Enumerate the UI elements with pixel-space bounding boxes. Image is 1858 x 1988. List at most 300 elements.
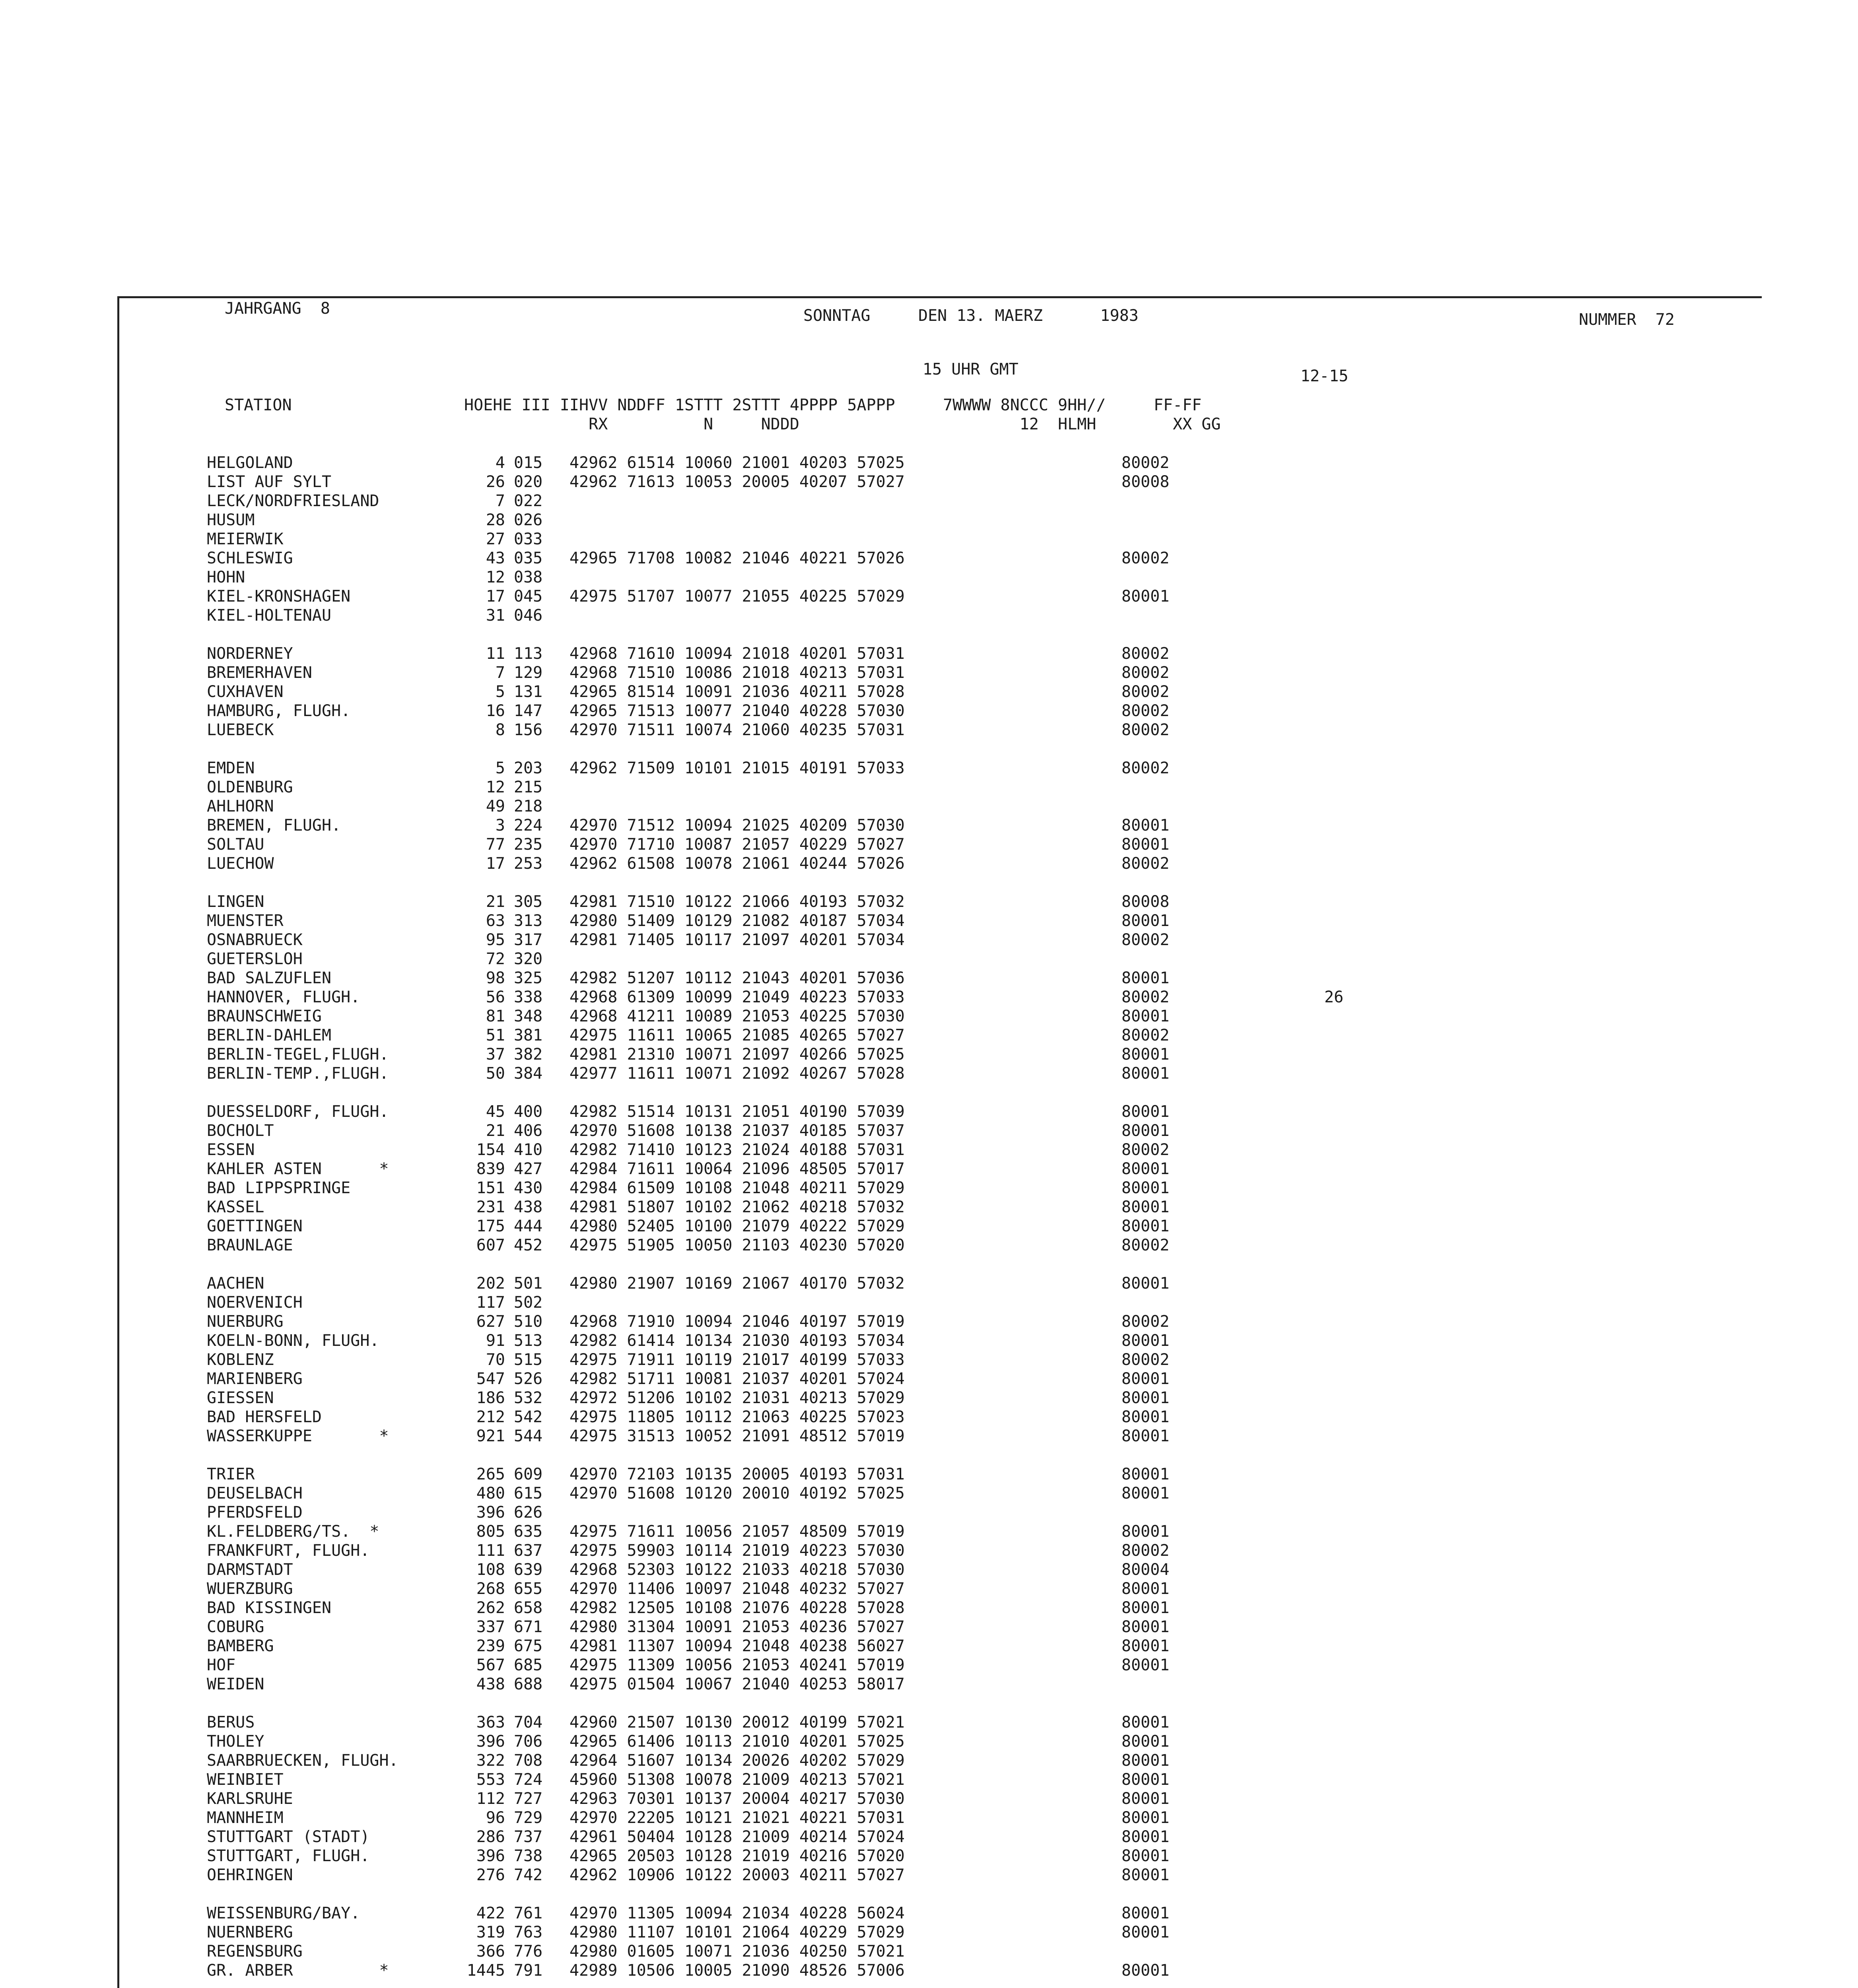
group-8: 80002 bbox=[1121, 664, 1170, 682]
station-index: 637 bbox=[514, 1541, 543, 1560]
station-height: 108 bbox=[476, 1561, 505, 1579]
station-name: REGENSBURG bbox=[207, 1942, 303, 1961]
station-name: HOHN bbox=[207, 568, 245, 586]
station-row bbox=[0, 1350, 1858, 1369]
observation-groups: 42982 51207 10112 21043 40201 57036 bbox=[569, 969, 905, 987]
station-name: LUECHOW bbox=[207, 854, 274, 873]
station-height: 37 bbox=[486, 1045, 505, 1064]
station-index: 348 bbox=[514, 1007, 543, 1025]
station-name: BERLIN-DAHLEM bbox=[207, 1026, 332, 1044]
station-height: 607 bbox=[476, 1236, 505, 1254]
station-row bbox=[0, 1159, 1858, 1178]
observation-groups: 42981 21310 10071 21097 40266 57025 bbox=[569, 1045, 905, 1064]
station-index: 609 bbox=[514, 1465, 543, 1483]
station-height: 547 bbox=[476, 1370, 505, 1388]
station-name: KIEL-HOLTENAU bbox=[207, 606, 332, 625]
station-name: BAMBERG bbox=[207, 1637, 274, 1655]
station-height: 56 bbox=[486, 988, 505, 1006]
station-index: 203 bbox=[514, 759, 543, 777]
station-index: 791 bbox=[514, 1961, 543, 1980]
observation-groups: 42962 71613 10053 20005 40207 57027 bbox=[569, 473, 905, 491]
station-height: 175 bbox=[476, 1217, 505, 1235]
group-8: 80002 bbox=[1121, 988, 1170, 1006]
station-row bbox=[0, 1961, 1858, 1980]
station-name: BERLIN-TEGEL,FLUGH. bbox=[207, 1045, 389, 1064]
observation-groups: 42965 61406 10113 21010 40201 57025 bbox=[569, 1732, 905, 1751]
station-height: 438 bbox=[476, 1675, 505, 1693]
station-index: 542 bbox=[514, 1408, 543, 1426]
station-name: LECK/NORDFRIESLAND bbox=[207, 492, 379, 510]
station-index: 724 bbox=[514, 1771, 543, 1789]
station-name: GUETERSLOH bbox=[207, 950, 303, 968]
station-height: 51 bbox=[486, 1026, 505, 1044]
station-row bbox=[0, 1217, 1858, 1236]
observation-groups: 42980 11107 10101 21064 40229 57029 bbox=[569, 1923, 905, 1941]
group-8: 80001 bbox=[1121, 912, 1170, 930]
station-row bbox=[0, 1789, 1858, 1808]
station-height: 112 bbox=[476, 1790, 505, 1808]
station-height: 8 bbox=[495, 721, 505, 739]
observation-groups: 42980 31304 10091 21053 40236 57027 bbox=[569, 1618, 905, 1636]
station-index: 224 bbox=[514, 816, 543, 835]
group-8: 80001 bbox=[1121, 969, 1170, 987]
group-8: 80001 bbox=[1121, 1961, 1170, 1980]
observation-groups: 42982 51711 10081 21037 40201 57024 bbox=[569, 1370, 905, 1388]
station-row bbox=[0, 606, 1858, 625]
station-name: AHLHORN bbox=[207, 797, 274, 815]
station-height: 17 bbox=[486, 854, 505, 873]
station-name: NUERBURG bbox=[207, 1312, 284, 1331]
station-height: 396 bbox=[476, 1847, 505, 1865]
station-name: WEISSENBURG/BAY. bbox=[207, 1904, 360, 1922]
station-name: MEIERWIK bbox=[207, 530, 284, 548]
station-height: 268 bbox=[476, 1580, 505, 1598]
station-name: MUENSTER bbox=[207, 912, 284, 930]
station-height: 28 bbox=[486, 511, 505, 529]
observation-groups: 42981 71405 10117 21097 40201 57034 bbox=[569, 931, 905, 949]
group-8: 80001 bbox=[1121, 1656, 1170, 1674]
station-index: 776 bbox=[514, 1942, 543, 1961]
group-8: 80002 bbox=[1121, 702, 1170, 720]
station-row bbox=[0, 491, 1858, 511]
station-row bbox=[0, 1541, 1858, 1560]
observation-groups: 45960 51308 10078 21009 40213 57021 bbox=[569, 1771, 905, 1789]
station-height: 117 bbox=[476, 1293, 505, 1312]
station-name: GOETTINGEN bbox=[207, 1217, 303, 1235]
station-name: PFERDSFELD bbox=[207, 1503, 303, 1522]
station-index: 020 bbox=[514, 473, 543, 491]
station-index: 727 bbox=[514, 1790, 543, 1808]
observation-groups: 42965 81514 10091 21036 40211 57028 bbox=[569, 683, 905, 701]
station-name: GIESSEN bbox=[207, 1389, 274, 1407]
group-8: 80004 bbox=[1121, 1561, 1170, 1579]
observation-groups: 42975 11805 10112 21063 40225 57023 bbox=[569, 1408, 905, 1426]
station-row bbox=[0, 511, 1858, 530]
station-row bbox=[0, 1503, 1858, 1522]
group-8: 80001 bbox=[1121, 1103, 1170, 1121]
station-name: BAD SALZUFLEN bbox=[207, 969, 332, 987]
station-height: 265 bbox=[476, 1465, 505, 1483]
station-height: 17 bbox=[486, 587, 505, 606]
station-height: 422 bbox=[476, 1904, 505, 1922]
station-index: 022 bbox=[514, 492, 543, 510]
observation-groups: 42962 61514 10060 21001 40203 57025 bbox=[569, 454, 905, 472]
station-height: 627 bbox=[476, 1312, 505, 1331]
station-height: 11 bbox=[486, 645, 505, 663]
observation-time: 15 UHR GMT bbox=[923, 360, 1018, 379]
station-row bbox=[0, 1617, 1858, 1637]
station-row bbox=[0, 949, 1858, 969]
station-index: 147 bbox=[514, 702, 543, 720]
station-row bbox=[0, 1866, 1858, 1885]
station-index: 035 bbox=[514, 549, 543, 567]
station-row bbox=[0, 549, 1858, 568]
station-index: 513 bbox=[514, 1332, 543, 1350]
station-height: 21 bbox=[486, 1122, 505, 1140]
station-row bbox=[0, 892, 1858, 911]
station-name: HANNOVER, FLUGH. bbox=[207, 988, 360, 1006]
station-name: SAARBRUECKEN, FLUGH. bbox=[207, 1751, 398, 1770]
group-8: 80001 bbox=[1121, 1618, 1170, 1636]
station-index: 704 bbox=[514, 1713, 543, 1732]
station-height: 77 bbox=[486, 835, 505, 854]
station-index: 635 bbox=[514, 1522, 543, 1541]
observation-groups: 42968 71910 10094 21046 40197 57019 bbox=[569, 1312, 905, 1331]
station-name: BRAUNLAGE bbox=[207, 1236, 293, 1254]
observation-groups: 42981 51807 10102 21062 40218 57032 bbox=[569, 1198, 905, 1216]
station-name: FRANKFURT, FLUGH. bbox=[207, 1541, 370, 1560]
station-name: SOLTAU bbox=[207, 835, 264, 854]
station-row bbox=[0, 988, 1858, 1007]
station-height: 63 bbox=[486, 912, 505, 930]
station-row bbox=[0, 1293, 1858, 1312]
group-8: 80001 bbox=[1121, 1580, 1170, 1598]
observation-groups: 42975 01504 10067 21040 40253 58017 bbox=[569, 1675, 905, 1693]
station-name: BERLIN-TEMP.,FLUGH. bbox=[207, 1064, 389, 1083]
station-height: 7 bbox=[495, 664, 505, 682]
observation-groups: 42980 51409 10129 21082 40187 57034 bbox=[569, 912, 905, 930]
station-row bbox=[0, 568, 1858, 587]
station-height: 95 bbox=[486, 931, 505, 949]
station-height: 27 bbox=[486, 530, 505, 548]
station-row bbox=[0, 1656, 1858, 1675]
group-8: 80001 bbox=[1121, 1790, 1170, 1808]
observation-groups: 42975 11611 10065 21085 40265 57027 bbox=[569, 1026, 905, 1044]
station-height: 1445 bbox=[466, 1961, 505, 1980]
station-height: 396 bbox=[476, 1732, 505, 1751]
station-row bbox=[0, 1484, 1858, 1503]
station-index: 156 bbox=[514, 721, 543, 739]
station-index: 338 bbox=[514, 988, 543, 1006]
group-8: 80002 bbox=[1121, 1351, 1170, 1369]
station-row bbox=[0, 1770, 1858, 1789]
observation-groups: 42965 20503 10128 21019 40216 57020 bbox=[569, 1847, 905, 1865]
station-name: BREMERHAVEN bbox=[207, 664, 312, 682]
station-name: MANNHEIM bbox=[207, 1809, 284, 1827]
station-height: 3 bbox=[495, 816, 505, 835]
station-name: BOCHOLT bbox=[207, 1122, 274, 1140]
station-height: 480 bbox=[476, 1484, 505, 1503]
station-height: 12 bbox=[486, 568, 505, 586]
station-name: THOLEY bbox=[207, 1732, 264, 1751]
station-height: 50 bbox=[486, 1064, 505, 1083]
station-row bbox=[0, 930, 1858, 949]
station-height: 839 bbox=[476, 1160, 505, 1178]
date-line: SONNTAG DEN 13. MAERZ 1983 bbox=[803, 307, 1139, 325]
observation-groups: 42970 71512 10094 21025 40209 57030 bbox=[569, 816, 905, 835]
station-index: 658 bbox=[514, 1599, 543, 1617]
station-height: 805 bbox=[476, 1522, 505, 1541]
station-height: 366 bbox=[476, 1942, 505, 1961]
station-height: 43 bbox=[486, 549, 505, 567]
group-8: 80001 bbox=[1121, 835, 1170, 854]
station-index: 626 bbox=[514, 1503, 543, 1522]
group-8: 80001 bbox=[1121, 1751, 1170, 1770]
station-row bbox=[0, 1331, 1858, 1350]
station-row bbox=[0, 759, 1858, 778]
group-8: 80001 bbox=[1121, 1179, 1170, 1197]
station-row bbox=[0, 663, 1858, 682]
station-row bbox=[0, 835, 1858, 854]
station-index: 742 bbox=[514, 1866, 543, 1884]
station-row bbox=[0, 1178, 1858, 1198]
station-name: WEINBIET bbox=[207, 1771, 284, 1789]
observation-groups: 42970 72103 10135 20005 40193 57031 bbox=[569, 1465, 905, 1483]
group-8: 80002 bbox=[1121, 549, 1170, 567]
station-name: KL.FELDBERG/TS. * bbox=[207, 1522, 379, 1541]
observation-groups: 42984 61509 10108 21048 40211 57029 bbox=[569, 1179, 905, 1197]
station-height: 7 bbox=[495, 492, 505, 510]
station-index: 015 bbox=[514, 454, 543, 472]
observation-groups: 42977 11611 10071 21092 40267 57028 bbox=[569, 1064, 905, 1083]
station-height: 154 bbox=[476, 1141, 505, 1159]
station-row bbox=[0, 1408, 1858, 1427]
group-8: 80002 bbox=[1121, 759, 1170, 777]
station-index: 313 bbox=[514, 912, 543, 930]
station-index: 708 bbox=[514, 1751, 543, 1770]
station-index: 502 bbox=[514, 1293, 543, 1312]
station-row bbox=[0, 1827, 1858, 1846]
group-8: 80008 bbox=[1121, 473, 1170, 491]
observation-groups: 42980 01605 10071 21036 40250 57021 bbox=[569, 1942, 905, 1961]
station-height: 186 bbox=[476, 1389, 505, 1407]
station-index: 444 bbox=[514, 1217, 543, 1235]
station-index: 544 bbox=[514, 1427, 543, 1445]
observation-groups: 42970 11406 10097 21048 40232 57027 bbox=[569, 1580, 905, 1598]
group-8: 80001 bbox=[1121, 587, 1170, 606]
station-name: STUTTGART, FLUGH. bbox=[207, 1847, 370, 1865]
station-name: DARMSTADT bbox=[207, 1561, 293, 1579]
station-row bbox=[0, 453, 1858, 472]
station-height: 26 bbox=[486, 473, 505, 491]
observation-groups: 42965 71708 10082 21046 40221 57026 bbox=[569, 549, 905, 567]
station-index: 406 bbox=[514, 1122, 543, 1140]
station-row bbox=[0, 1102, 1858, 1121]
station-index: 515 bbox=[514, 1351, 543, 1369]
station-name: BERUS bbox=[207, 1713, 255, 1732]
station-height: 262 bbox=[476, 1599, 505, 1617]
group-8: 80001 bbox=[1121, 1713, 1170, 1732]
station-height: 322 bbox=[476, 1751, 505, 1770]
station-index: 045 bbox=[514, 587, 543, 606]
station-index: 046 bbox=[514, 606, 543, 625]
station-row bbox=[0, 1274, 1858, 1293]
station-name: HAMBURG, FLUGH. bbox=[207, 702, 351, 720]
station-height: 212 bbox=[476, 1408, 505, 1426]
group-8: 80001 bbox=[1121, 1847, 1170, 1865]
station-index: 639 bbox=[514, 1561, 543, 1579]
station-index: 235 bbox=[514, 835, 543, 854]
station-row bbox=[0, 1198, 1858, 1217]
station-row bbox=[0, 1045, 1858, 1064]
observation-groups: 42984 71611 10064 21096 48505 57017 bbox=[569, 1160, 905, 1178]
observation-groups: 42962 61508 10078 21061 40244 57026 bbox=[569, 854, 905, 873]
station-index: 615 bbox=[514, 1484, 543, 1503]
station-index: 738 bbox=[514, 1847, 543, 1865]
station-height: 4 bbox=[495, 454, 505, 472]
station-row bbox=[0, 701, 1858, 720]
station-row bbox=[0, 1140, 1858, 1159]
station-height: 70 bbox=[486, 1351, 505, 1369]
station-height: 5 bbox=[495, 683, 505, 701]
station-height: 553 bbox=[476, 1771, 505, 1789]
group-8: 80001 bbox=[1121, 1045, 1170, 1064]
group-8: 80001 bbox=[1121, 1064, 1170, 1083]
group-8: 80001 bbox=[1121, 1599, 1170, 1617]
station-index: 410 bbox=[514, 1141, 543, 1159]
station-height: 21 bbox=[486, 893, 505, 911]
station-row bbox=[0, 1465, 1858, 1484]
station-name: STUTTGART (STADT) bbox=[207, 1828, 370, 1846]
group-8: 80002 bbox=[1121, 1312, 1170, 1331]
station-index: 131 bbox=[514, 683, 543, 701]
station-index: 761 bbox=[514, 1904, 543, 1922]
extra-value: 26 bbox=[1324, 988, 1344, 1006]
station-index: 655 bbox=[514, 1580, 543, 1598]
station-index: 526 bbox=[514, 1370, 543, 1388]
station-height: 16 bbox=[486, 702, 505, 720]
group-8: 80002 bbox=[1121, 1026, 1170, 1044]
observation-groups: 42968 52303 10122 21033 40218 57030 bbox=[569, 1561, 905, 1579]
column-header-line2: RX N NDDD 12 HLMH XX GG bbox=[225, 415, 1221, 433]
station-index: 452 bbox=[514, 1236, 543, 1254]
station-name: OSNABRUECK bbox=[207, 931, 303, 949]
station-height: 921 bbox=[476, 1427, 505, 1445]
station-index: 215 bbox=[514, 778, 543, 796]
time-range: 12-15 bbox=[1300, 367, 1349, 385]
station-name: GR. ARBER * bbox=[207, 1961, 389, 1980]
group-8: 80002 bbox=[1121, 645, 1170, 663]
observation-groups: 42970 71511 10074 21060 40235 57031 bbox=[569, 721, 905, 739]
station-height: 72 bbox=[486, 950, 505, 968]
observation-groups: 42989 10506 10005 21090 48526 57006 bbox=[569, 1961, 905, 1980]
station-index: 317 bbox=[514, 931, 543, 949]
observation-groups: 42968 41211 10089 21053 40225 57030 bbox=[569, 1007, 905, 1025]
station-index: 438 bbox=[514, 1198, 543, 1216]
group-8: 80001 bbox=[1121, 1274, 1170, 1293]
station-index: 033 bbox=[514, 530, 543, 548]
station-row bbox=[0, 1388, 1858, 1408]
station-index: 382 bbox=[514, 1045, 543, 1064]
station-index: 400 bbox=[514, 1103, 543, 1121]
station-name: TRIER bbox=[207, 1465, 255, 1483]
station-name: HELGOLAND bbox=[207, 454, 293, 472]
jahrgang: JAHRGANG 8 bbox=[225, 299, 330, 318]
station-name: CUXHAVEN bbox=[207, 683, 284, 701]
station-name: HUSUM bbox=[207, 511, 255, 529]
group-8: 80001 bbox=[1121, 1408, 1170, 1426]
group-8: 80008 bbox=[1121, 893, 1170, 911]
group-8: 80002 bbox=[1121, 683, 1170, 701]
station-index: 218 bbox=[514, 797, 543, 815]
station-name: WASSERKUPPE * bbox=[207, 1427, 389, 1445]
station-height: 151 bbox=[476, 1179, 505, 1197]
station-name: EMDEN bbox=[207, 759, 255, 777]
station-height: 567 bbox=[476, 1656, 505, 1674]
observation-groups: 42975 11309 10056 21053 40241 57019 bbox=[569, 1656, 905, 1674]
observation-groups: 42968 71510 10086 21018 40213 57031 bbox=[569, 664, 905, 682]
station-height: 337 bbox=[476, 1618, 505, 1636]
nummer: NUMMER 72 bbox=[1579, 311, 1675, 329]
column-header-line1: STATION HOEHE III IIHVV NDDFF 1STTT 2STTT 4PPPP 5APPP 7WWWW 8NCCC 9HH// FF-FF bbox=[225, 396, 1202, 414]
station-row bbox=[0, 854, 1858, 873]
station-index: 729 bbox=[514, 1809, 543, 1827]
station-index: 501 bbox=[514, 1274, 543, 1293]
observation-groups: 42965 71513 10077 21040 40228 57030 bbox=[569, 702, 905, 720]
observation-groups: 42982 61414 10134 21030 40193 57034 bbox=[569, 1332, 905, 1350]
station-name: ESSEN bbox=[207, 1141, 255, 1159]
station-name: DEUSELBACH bbox=[207, 1484, 303, 1503]
station-row bbox=[0, 1732, 1858, 1751]
station-row bbox=[0, 1560, 1858, 1579]
station-height: 45 bbox=[486, 1103, 505, 1121]
group-8: 80001 bbox=[1121, 1923, 1170, 1941]
group-8: 80001 bbox=[1121, 1198, 1170, 1216]
station-row bbox=[0, 1236, 1858, 1255]
station-row bbox=[0, 1751, 1858, 1770]
observation-groups: 42982 12505 10108 21076 40228 57028 bbox=[569, 1599, 905, 1617]
station-name: NORDERNEY bbox=[207, 645, 293, 663]
station-name: KOBLENZ bbox=[207, 1351, 274, 1369]
station-name: BAD LIPPSPRINGE bbox=[207, 1179, 351, 1197]
station-index: 253 bbox=[514, 854, 543, 873]
group-8: 80001 bbox=[1121, 1427, 1170, 1445]
station-name: MARIENBERG bbox=[207, 1370, 303, 1388]
station-height: 12 bbox=[486, 778, 505, 796]
station-height: 31 bbox=[486, 606, 505, 625]
station-height: 319 bbox=[476, 1923, 505, 1941]
station-row bbox=[0, 644, 1858, 663]
group-8: 80001 bbox=[1121, 1904, 1170, 1922]
observation-groups: 42982 51514 10131 21051 40190 57039 bbox=[569, 1103, 905, 1121]
station-row bbox=[0, 1427, 1858, 1446]
observation-groups: 42968 61309 10099 21049 40223 57033 bbox=[569, 988, 905, 1006]
station-row bbox=[0, 1369, 1858, 1388]
station-row bbox=[0, 1522, 1858, 1541]
group-8: 80002 bbox=[1121, 1541, 1170, 1560]
station-height: 396 bbox=[476, 1503, 505, 1522]
station-name: KASSEL bbox=[207, 1198, 264, 1216]
station-height: 98 bbox=[486, 969, 505, 987]
group-8: 80002 bbox=[1121, 454, 1170, 472]
group-8: 80001 bbox=[1121, 1217, 1170, 1235]
station-height: 286 bbox=[476, 1828, 505, 1846]
station-index: 026 bbox=[514, 511, 543, 529]
station-index: 325 bbox=[514, 969, 543, 987]
observation-groups: 42975 31513 10052 21091 48512 57019 bbox=[569, 1427, 905, 1445]
observation-groups: 42970 22205 10121 21021 40221 57031 bbox=[569, 1809, 905, 1827]
group-8: 80002 bbox=[1121, 721, 1170, 739]
